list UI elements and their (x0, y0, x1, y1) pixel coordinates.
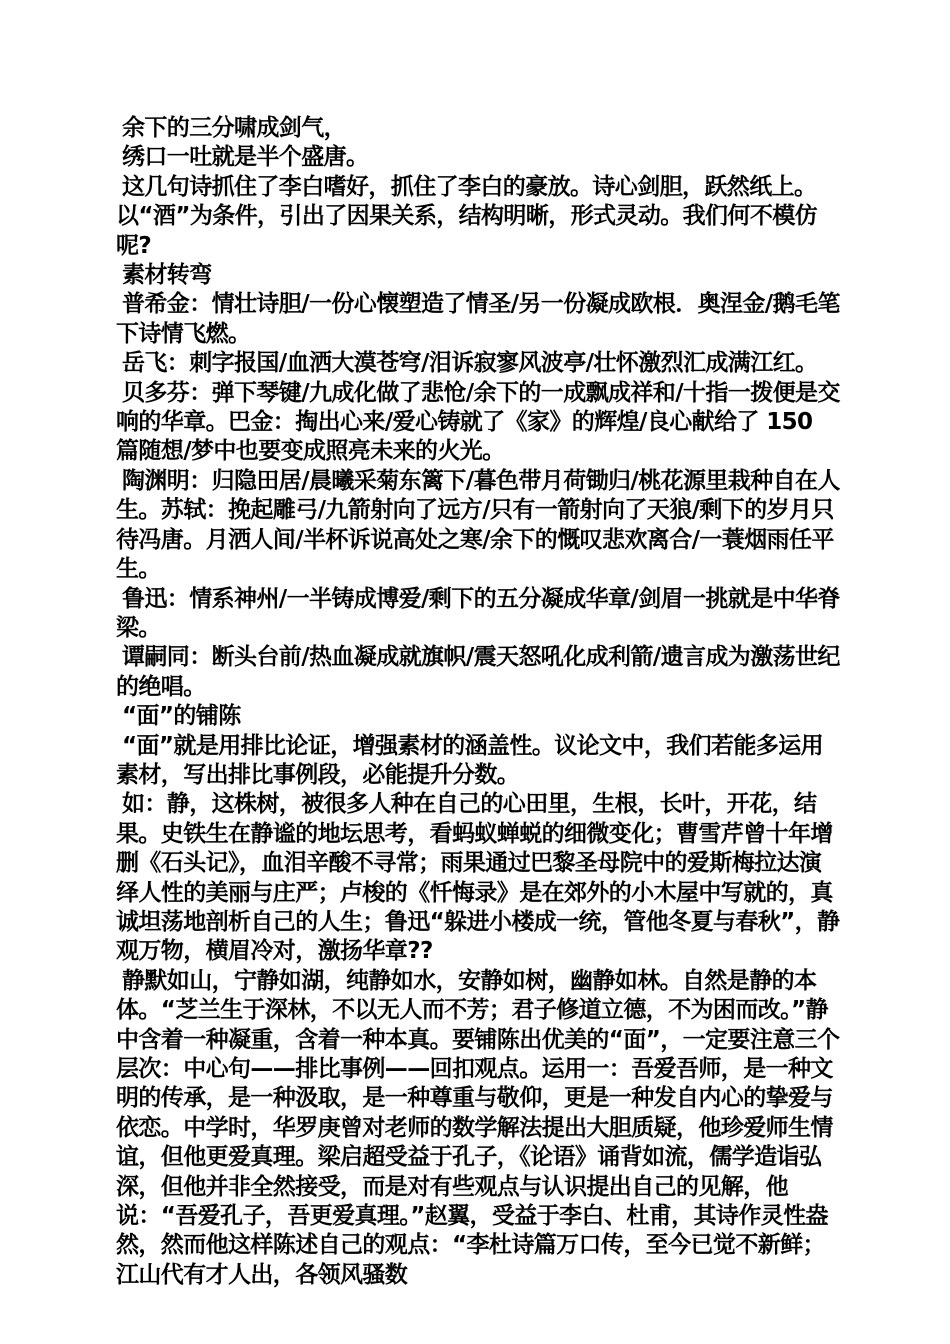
paragraph-beethoven: 贝多芬：弹下琴键/九成化做了悲怆/余下的一成飘成祥和/十指一拨便是交响的华章。巴金：掏出心来/爱心铸就了《家》的辉煌/良心献给了 150 篇随想/梦中也要变成照亮未来的火光。 (116, 379, 840, 465)
section-heading-surface: “面”的铺陈 (122, 703, 241, 730)
paragraph-surface-intro: “面”就是用排比论证，增强素材的涵盖性。议论文中，我们若能多运用素材，写出排比事例段，必能提升分数。 (116, 732, 824, 788)
paragraph-3: 这几句诗抓住了李白嗜好，抓住了李白的豪放。诗心剑胆，跃然纸上。以“酒”为条件，引出了因果关系，结构明晰，形式灵动。我们何不模仿呢? (116, 173, 818, 259)
document-body (116, 114, 840, 1290)
paragraph-example-quiet: 如：静，这株树，被很多人种在自己的心田里，生根，长叶，开花，结果。史铁生在静谧的地坛思考，看蚂蚁蝉蜕的细微变化；曹雪芹曾十年增删《石头记》，血泪辛酸不寻常；雨果通过巴黎圣母院中的爱斯梅拉达演绎人性的美丽与庄严；卢梭的《忏悔录》是在郊外的小木屋中写就的，真诚坦荡地剖析自己的人生；鲁迅“躲进小楼成一统，管他冬夏与春秋”，静观万物，横眉冷对，激扬华章?? (116, 791, 840, 965)
paragraph-luxun: 鲁迅：情系神州/一半铸成博爱/剩下的五分凝成华章/剑眉一挑就是中华脊梁。 (116, 585, 840, 641)
paragraph-taoyuanming: 陶渊明：归隐田居/晨曦采菊东篱下/暮色带月荷锄归/桃花源里栽种自在人生。苏轼：挽起雕弓/九箭射向了远方/只有一箭射向了天狼/剩下的岁月只待冯唐。月洒人间/半杯诉说高处之寒/余下的慨叹悲欢离合/一蓑烟雨任平生。 (116, 467, 840, 583)
paragraph-quiet-nature: 静默如山，宁静如湖，纯静如水，安静如树，幽静如林。自然是静的本体。“芝兰生于深林，不以无人而不芳；君子修道立德，不为困而改。”静中含着一种凝重，含着一种本真。要铺陈出优美的“面”，一定要注意三个层次：中心句——排比事例——回扣观点。运用一：吾爱吾师，是一种文明的传承，是一种汲取，是一种尊重与敬仰，更是一种发自内心的挚爱与依恋。中学时，华罗庚曾对老师的数学解法提出大胆质疑，他珍爱师生情谊，但他更爱真理。梁启超受益于孔子，《论语》诵背如流，儒学造诣弘深，但他并非全然接受，而是对有些观点与认识提出自己的见解，他说：“吾爱孔子，吾更爱真理。”赵翼，受益于李白、杜甫，其诗作灵性盎然，然而他这样陈述自己的观点：“李杜诗篇万口传，至今已觉不新鲜；江山代有才人出，各领风骚数 (116, 967, 840, 1288)
paragraph-1: 余下的三分啸成剑气， (122, 115, 347, 141)
paragraph-2: 绣口一吐就是半个盛唐。 (122, 144, 369, 171)
paragraph-tansitong: 谭嗣同：断头台前/热血凝成就旗帜/震天怒吼化成利箭/遗言成为激荡世纪的绝唱。 (116, 644, 840, 700)
section-heading-material-turn: 素材转弯 (122, 262, 212, 289)
paragraph-pushkin: 普希金：情壮诗胆/一份心懐塑造了情圣/另一份凝成欧根．奥涅金/鹅毛笔下诗情飞燃。 (116, 291, 840, 347)
paragraph-yuefei: 岳飞：刺字报国/血洒大漠苍穹/泪诉寂寥风波亭/壮怀激烈汇成满江红。 (122, 350, 818, 377)
